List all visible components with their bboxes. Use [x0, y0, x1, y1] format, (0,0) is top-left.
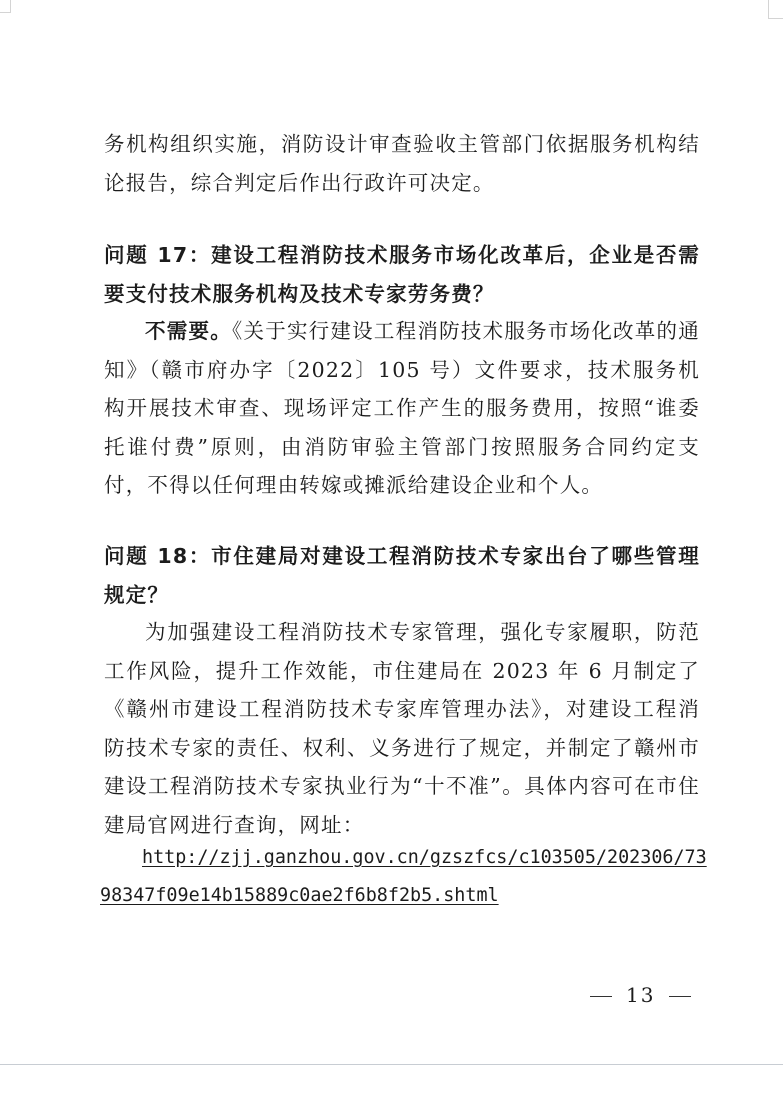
url-line-2[interactable]: 98347f09e14b15889c0ae2f6b8f2b5.shtml — [100, 885, 499, 906]
question-text: 问题 17：建设工程消防技术服务市场化改革后，企业是否需要支付技术服务机构及技术专家劳务费？ — [104, 243, 700, 306]
page-number-value: 13 — [626, 983, 656, 1007]
question-text: 问题 18：市住建局对建设工程消防技术专家出台了哪些管理规定？ — [104, 544, 700, 607]
answer-paragraph — [104, 312, 700, 505]
scan-corner-mark — [0, 0, 11, 13]
answer-17 — [104, 312, 700, 505]
dash-right-icon — [669, 996, 691, 997]
answer-18 — [104, 613, 700, 844]
url-line-1[interactable]: http://zjj.ganzhou.gov.cn/gzszfcs/c103505/202306/73 — [142, 847, 707, 868]
continued-paragraph — [104, 125, 700, 202]
question-17-heading — [104, 236, 700, 313]
scan-corner-mark — [768, 0, 783, 19]
dash-left-icon — [590, 996, 612, 997]
paragraph-text: 务机构组织实施，消防设计审查验收主管部门依据服务机构结论报告，综合判定后作出行政许可决定。 — [104, 132, 700, 195]
question-18-heading — [104, 537, 700, 614]
answer-paragraph: 为加强建设工程消防技术专家管理，强化专家履职，防范工作风险，提升工作效能，市住建局在 2023 年 6 月制定了《赣州市建设工程消防技术专家库管理办法》，对建设工程消防技术专家的责任、权利、义务进行了规定，并制定了赣州市建设工程消防技术专家执业行为“十不准”。具体内容可在市住建局官网进行查询，网址： — [104, 620, 700, 837]
page-bottom-divider — [0, 1064, 783, 1065]
answer-lead: 不需要。 — [145, 319, 232, 343]
answer-body: 《关于实行建设工程消防技术服务市场化改革的通知》（赣市府办字〔2022〕105 号）文件要求，技术服务机构开展技术审查、现场评定工作产生的服务费用，按照“谁委托谁付费”原则，由消防审验主管部门按照服务合同约定支付，不得以任何理由转嫁或摊派给建设企业和个人。 — [104, 319, 700, 497]
reference-url[interactable] — [100, 839, 707, 915]
page-number — [590, 980, 700, 1010]
